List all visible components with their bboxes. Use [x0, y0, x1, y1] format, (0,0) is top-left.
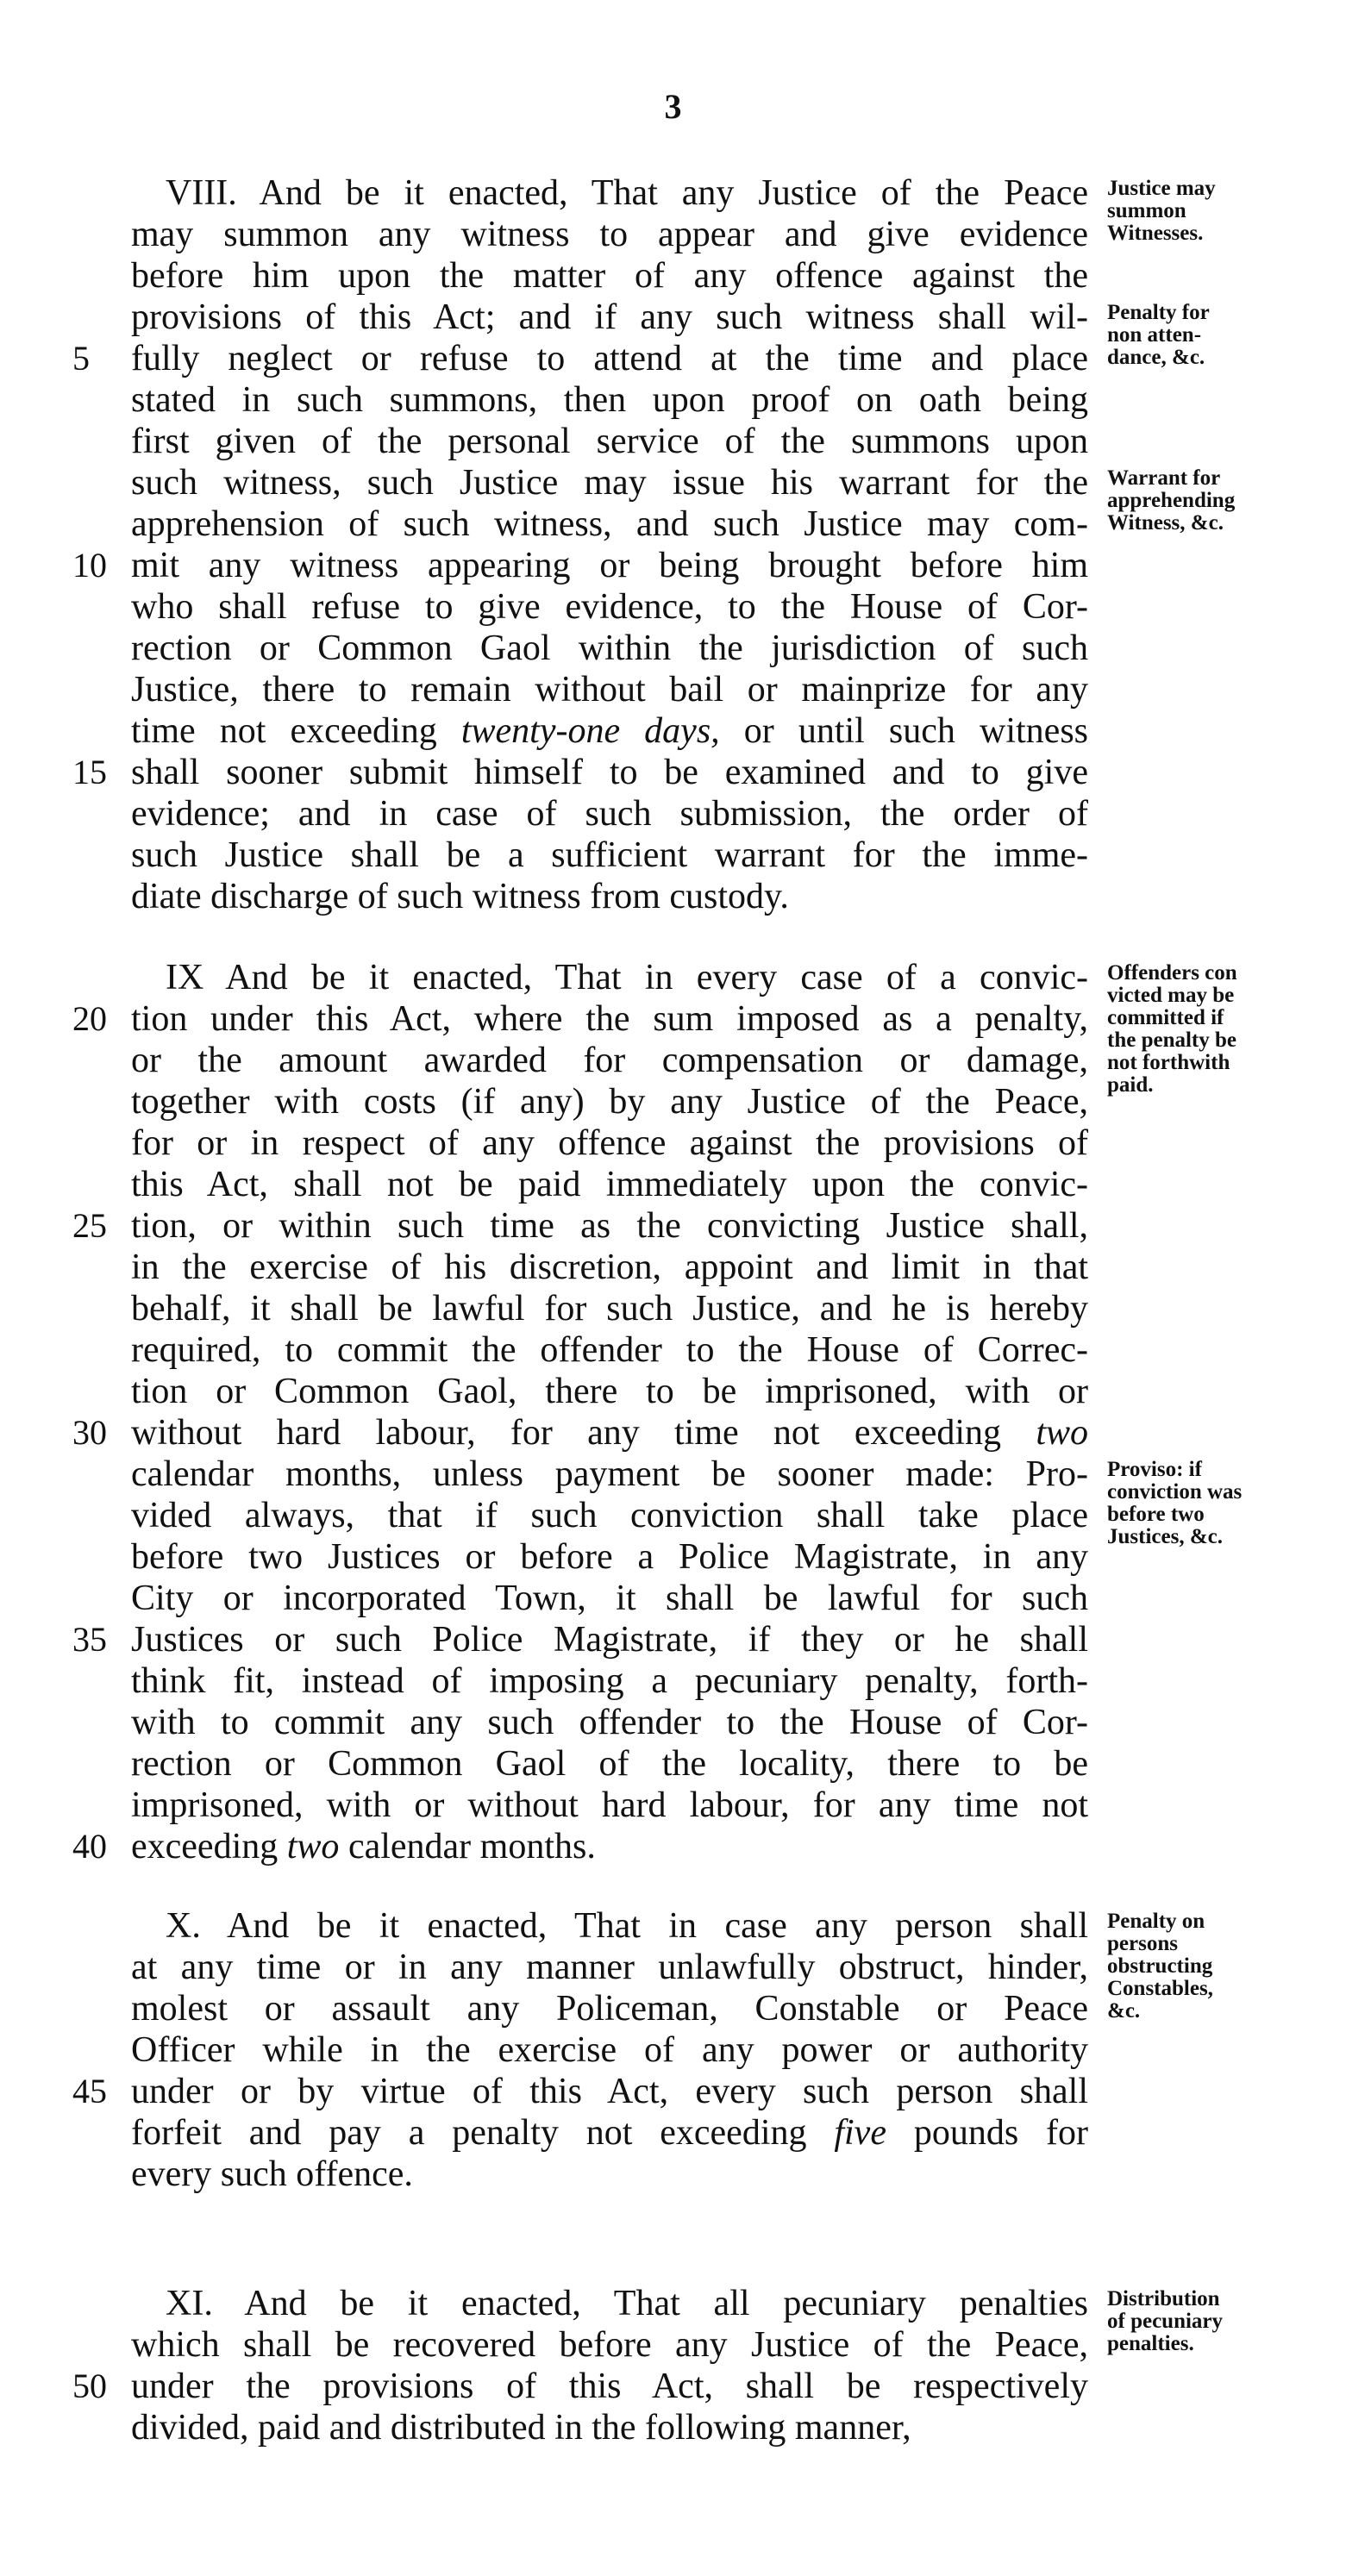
text-line	[131, 2071, 1088, 2112]
line-text: vided always, that if such conviction shall take place	[131, 1496, 1088, 1535]
line-text: before him upon the matter of any offence against the	[131, 256, 1088, 296]
text-line	[131, 1412, 1088, 1454]
line-text: Justice, there to remain without bail or mainprize for any	[131, 670, 1088, 710]
margin-note	[1107, 302, 1340, 369]
line-text: such witness, such Justice may issue his warrant for the	[131, 463, 1088, 503]
line-text: stated in such summons, then upon proof on oath being	[131, 380, 1088, 420]
text-line	[131, 2324, 1088, 2366]
line-text: rection or Common Gaol of the locality, there to be	[131, 1744, 1088, 1784]
line-text: which shall be recovered before any Justice of the Peace,	[131, 2325, 1088, 2365]
line-text: time not exceeding	[131, 711, 461, 751]
text-line	[131, 503, 1088, 545]
line-text: City or incorporated Town, it shall be lawful for such	[131, 1579, 1088, 1618]
margin-note-line: Constables,	[1107, 1977, 1213, 2000]
line-number: 40	[72, 1827, 107, 1866]
line-text: every such offence.	[131, 2154, 413, 2194]
text-line	[131, 1536, 1088, 1578]
line-text: molest or assault any Policeman, Constable or Peace	[131, 1989, 1088, 2029]
text-line	[131, 421, 1088, 462]
margin-note-line: Distribution	[1107, 2287, 1220, 2310]
margin-note-line: committed if	[1107, 1006, 1224, 1029]
margin-note-line: the penalty be	[1107, 1029, 1236, 1052]
text-line	[131, 628, 1088, 669]
margin-note-line: victed may be	[1107, 984, 1235, 1007]
margin-note-line: dance, &c.	[1107, 346, 1205, 369]
margin-note-line: Witness, &c.	[1107, 511, 1224, 535]
line-text: together with costs (if any) by any Justice of the Peace,	[131, 1082, 1088, 1122]
italic-text: five	[834, 2113, 886, 2153]
line-number: 5	[72, 339, 90, 378]
text-line	[131, 793, 1088, 835]
line-text: who shall refuse to give evidence, to the House of Cor-	[131, 587, 1088, 627]
text-line	[131, 752, 1088, 793]
text-line	[131, 1454, 1088, 1495]
text-line	[131, 1122, 1088, 1164]
line-number: 15	[72, 753, 107, 791]
text-line	[131, 2029, 1088, 2071]
line-text: under or by virtue of this Act, every such person shall	[131, 2072, 1088, 2111]
margin-note-line: Penalty for	[1107, 301, 1210, 324]
margin-note-line: summon	[1107, 199, 1186, 222]
text-line	[131, 876, 1088, 917]
text-line	[131, 1329, 1088, 1371]
line-text: exceeding	[131, 1827, 287, 1866]
line-text: or the amount awarded for compensation or damage,	[131, 1041, 1088, 1080]
text-line	[131, 2154, 1088, 2195]
text-line	[131, 1743, 1088, 1785]
margin-note-line: Proviso: if	[1107, 1458, 1202, 1481]
margin-note-line: Witnesses.	[1107, 222, 1204, 245]
line-number: 50	[72, 2367, 107, 2405]
text-line	[131, 1702, 1088, 1743]
margin-note	[1107, 2288, 1340, 2355]
line-text: forfeit and pay a penalty not exceeding	[131, 2113, 835, 2153]
line-number: 35	[72, 1620, 107, 1659]
text-line	[131, 1495, 1088, 1536]
text-line	[131, 1247, 1088, 1288]
text-line	[131, 2366, 1088, 2407]
line-text: IX And be it enacted, That in every case of a convic-	[166, 958, 1088, 997]
margin-note-line: Justice may	[1107, 177, 1216, 200]
line-text-after: pounds for	[886, 2113, 1088, 2153]
margin-note	[1107, 1459, 1340, 1548]
line-text: Officer while in the exercise of any power or authority	[131, 2030, 1088, 2070]
text-line	[131, 1205, 1088, 1247]
line-text: diate discharge of such witness from custody.	[131, 877, 789, 916]
margin-note-line: Warrant for	[1107, 466, 1221, 490]
margin-note-line: not forthwith	[1107, 1051, 1230, 1074]
line-text: first given of the personal service of the summons upon	[131, 422, 1088, 461]
line-text: X. And be it enacted, That in case any person shall	[166, 1906, 1088, 1946]
line-number: 25	[72, 1206, 107, 1245]
margin-note	[1107, 1910, 1340, 2023]
margin-note-line: Penalty on	[1107, 1910, 1205, 1933]
line-text: divided, paid and distributed in the following manner,	[131, 2408, 911, 2448]
line-text: in the exercise of his discretion, appoint and limit in that	[131, 1247, 1088, 1287]
text-line	[131, 1578, 1088, 1619]
text-line	[131, 379, 1088, 421]
margin-note-line: penalties.	[1107, 2332, 1194, 2355]
margin-note-line: non atten-	[1107, 323, 1202, 347]
line-text: XI. And be it enacted, That all pecuniary penalties	[166, 2284, 1088, 2323]
line-text: Justices or such Police Magistrate, if they or he shall	[131, 1620, 1088, 1660]
text-line	[131, 957, 1088, 998]
margin-note-line: before two	[1107, 1503, 1205, 1526]
text-line	[131, 545, 1088, 586]
line-text: before two Justices or before a Police Magistrate, in any	[131, 1537, 1088, 1577]
margin-note	[1107, 467, 1340, 535]
line-text: imprisoned, with or without hard labour, for any time not	[131, 1785, 1088, 1825]
line-text: with to commit any such offender to the House of Cor-	[131, 1703, 1088, 1742]
italic-text: twenty-one days,	[460, 711, 720, 751]
text-line	[131, 297, 1088, 338]
margin-note	[1107, 178, 1340, 245]
line-text: shall sooner submit himself to be examined and to give	[131, 753, 1088, 792]
line-text: VIII. And be it enacted, That any Justice of the Peace	[166, 173, 1088, 213]
text-line	[131, 1164, 1088, 1205]
line-text: evidence; and in case of such submission, the order of	[131, 794, 1088, 834]
text-line	[131, 1660, 1088, 1702]
text-line	[131, 1905, 1088, 1947]
line-text: such Justice shall be a sufficient warrant for the imme-	[131, 835, 1088, 875]
text-line	[131, 669, 1088, 710]
text-line	[131, 1988, 1088, 2029]
text-line	[131, 462, 1088, 503]
text-line	[131, 710, 1088, 752]
text-line	[131, 338, 1088, 379]
text-line	[131, 586, 1088, 628]
text-line	[131, 1785, 1088, 1826]
margin-note-line: Justices, &c.	[1107, 1525, 1223, 1548]
text-line	[131, 1040, 1088, 1081]
line-number: 30	[72, 1413, 107, 1452]
margin-note	[1107, 962, 1340, 1097]
text-line	[131, 2283, 1088, 2324]
line-text: mit any witness appearing or being brought before him	[131, 546, 1088, 585]
text-line	[131, 998, 1088, 1040]
text-line	[131, 1081, 1088, 1122]
margin-note-line: apprehending	[1107, 489, 1236, 512]
line-text: under the provisions of this Act, shall be respectively	[131, 2367, 1088, 2406]
line-text: may summon any witness to appear and give evidence	[131, 215, 1088, 254]
text-line	[131, 255, 1088, 297]
line-text: fully neglect or refuse to attend at the time and place	[131, 339, 1088, 378]
line-text: tion under this Act, where the sum imposed as a penalty,	[131, 999, 1088, 1039]
line-text: provisions of this Act; and if any such witness shall wil-	[131, 297, 1088, 337]
text-line	[131, 214, 1088, 255]
line-number: 10	[72, 546, 107, 585]
line-text: apprehension of such witness, and such Justice may com-	[131, 504, 1088, 544]
line-text: without hard labour, for any time not exceeding	[131, 1413, 1036, 1453]
line-text: at any time or in any manner unlawfully obstruct, hinder,	[131, 1948, 1088, 1987]
text-line	[131, 1619, 1088, 1660]
line-number: 20	[72, 999, 107, 1038]
text-line	[131, 1826, 1088, 1867]
page-number: 3	[664, 87, 682, 126]
text-line	[131, 835, 1088, 876]
margin-note-line: &c.	[1107, 1999, 1141, 2023]
line-text: this Act, shall not be paid immediately upon the convic-	[131, 1165, 1088, 1204]
line-text: for or in respect of any offence against the provisions of	[131, 1123, 1088, 1163]
text-line	[131, 2407, 1088, 2448]
line-text-after: or until such witness	[719, 711, 1089, 751]
margin-note-line: of pecuniary	[1107, 2310, 1224, 2333]
margin-note-line: conviction was	[1107, 1480, 1243, 1504]
margin-note-line: persons	[1107, 1932, 1178, 1955]
italic-text: two	[286, 1827, 340, 1866]
text-line	[131, 1371, 1088, 1412]
line-text: rection or Common Gaol within the jurisdiction of such	[131, 628, 1088, 668]
line-text-after: calendar months.	[339, 1827, 596, 1866]
text-line	[131, 172, 1088, 214]
line-text: required, to commit the offender to the House of Correc-	[131, 1330, 1088, 1370]
line-text: tion or Common Gaol, there to be imprisoned, with or	[131, 1372, 1088, 1411]
italic-text: two	[1036, 1413, 1088, 1453]
margin-note-line: obstructing	[1107, 1954, 1213, 1978]
margin-note-line: Offenders con	[1107, 961, 1237, 985]
line-number: 45	[72, 2072, 107, 2110]
line-text: calendar months, unless payment be sooner made: Pro-	[131, 1454, 1088, 1494]
line-text: think fit, instead of imposing a pecuniary penalty, forth-	[131, 1661, 1088, 1701]
margin-note-line: paid.	[1107, 1073, 1154, 1097]
text-line	[131, 2112, 1088, 2154]
text-line	[131, 1288, 1088, 1329]
line-text: behalf, it shall be lawful for such Justice, and he is hereby	[131, 1289, 1088, 1329]
text-line	[131, 1947, 1088, 1988]
line-text: tion, or within such time as the convicting Justice shall,	[131, 1206, 1088, 1246]
